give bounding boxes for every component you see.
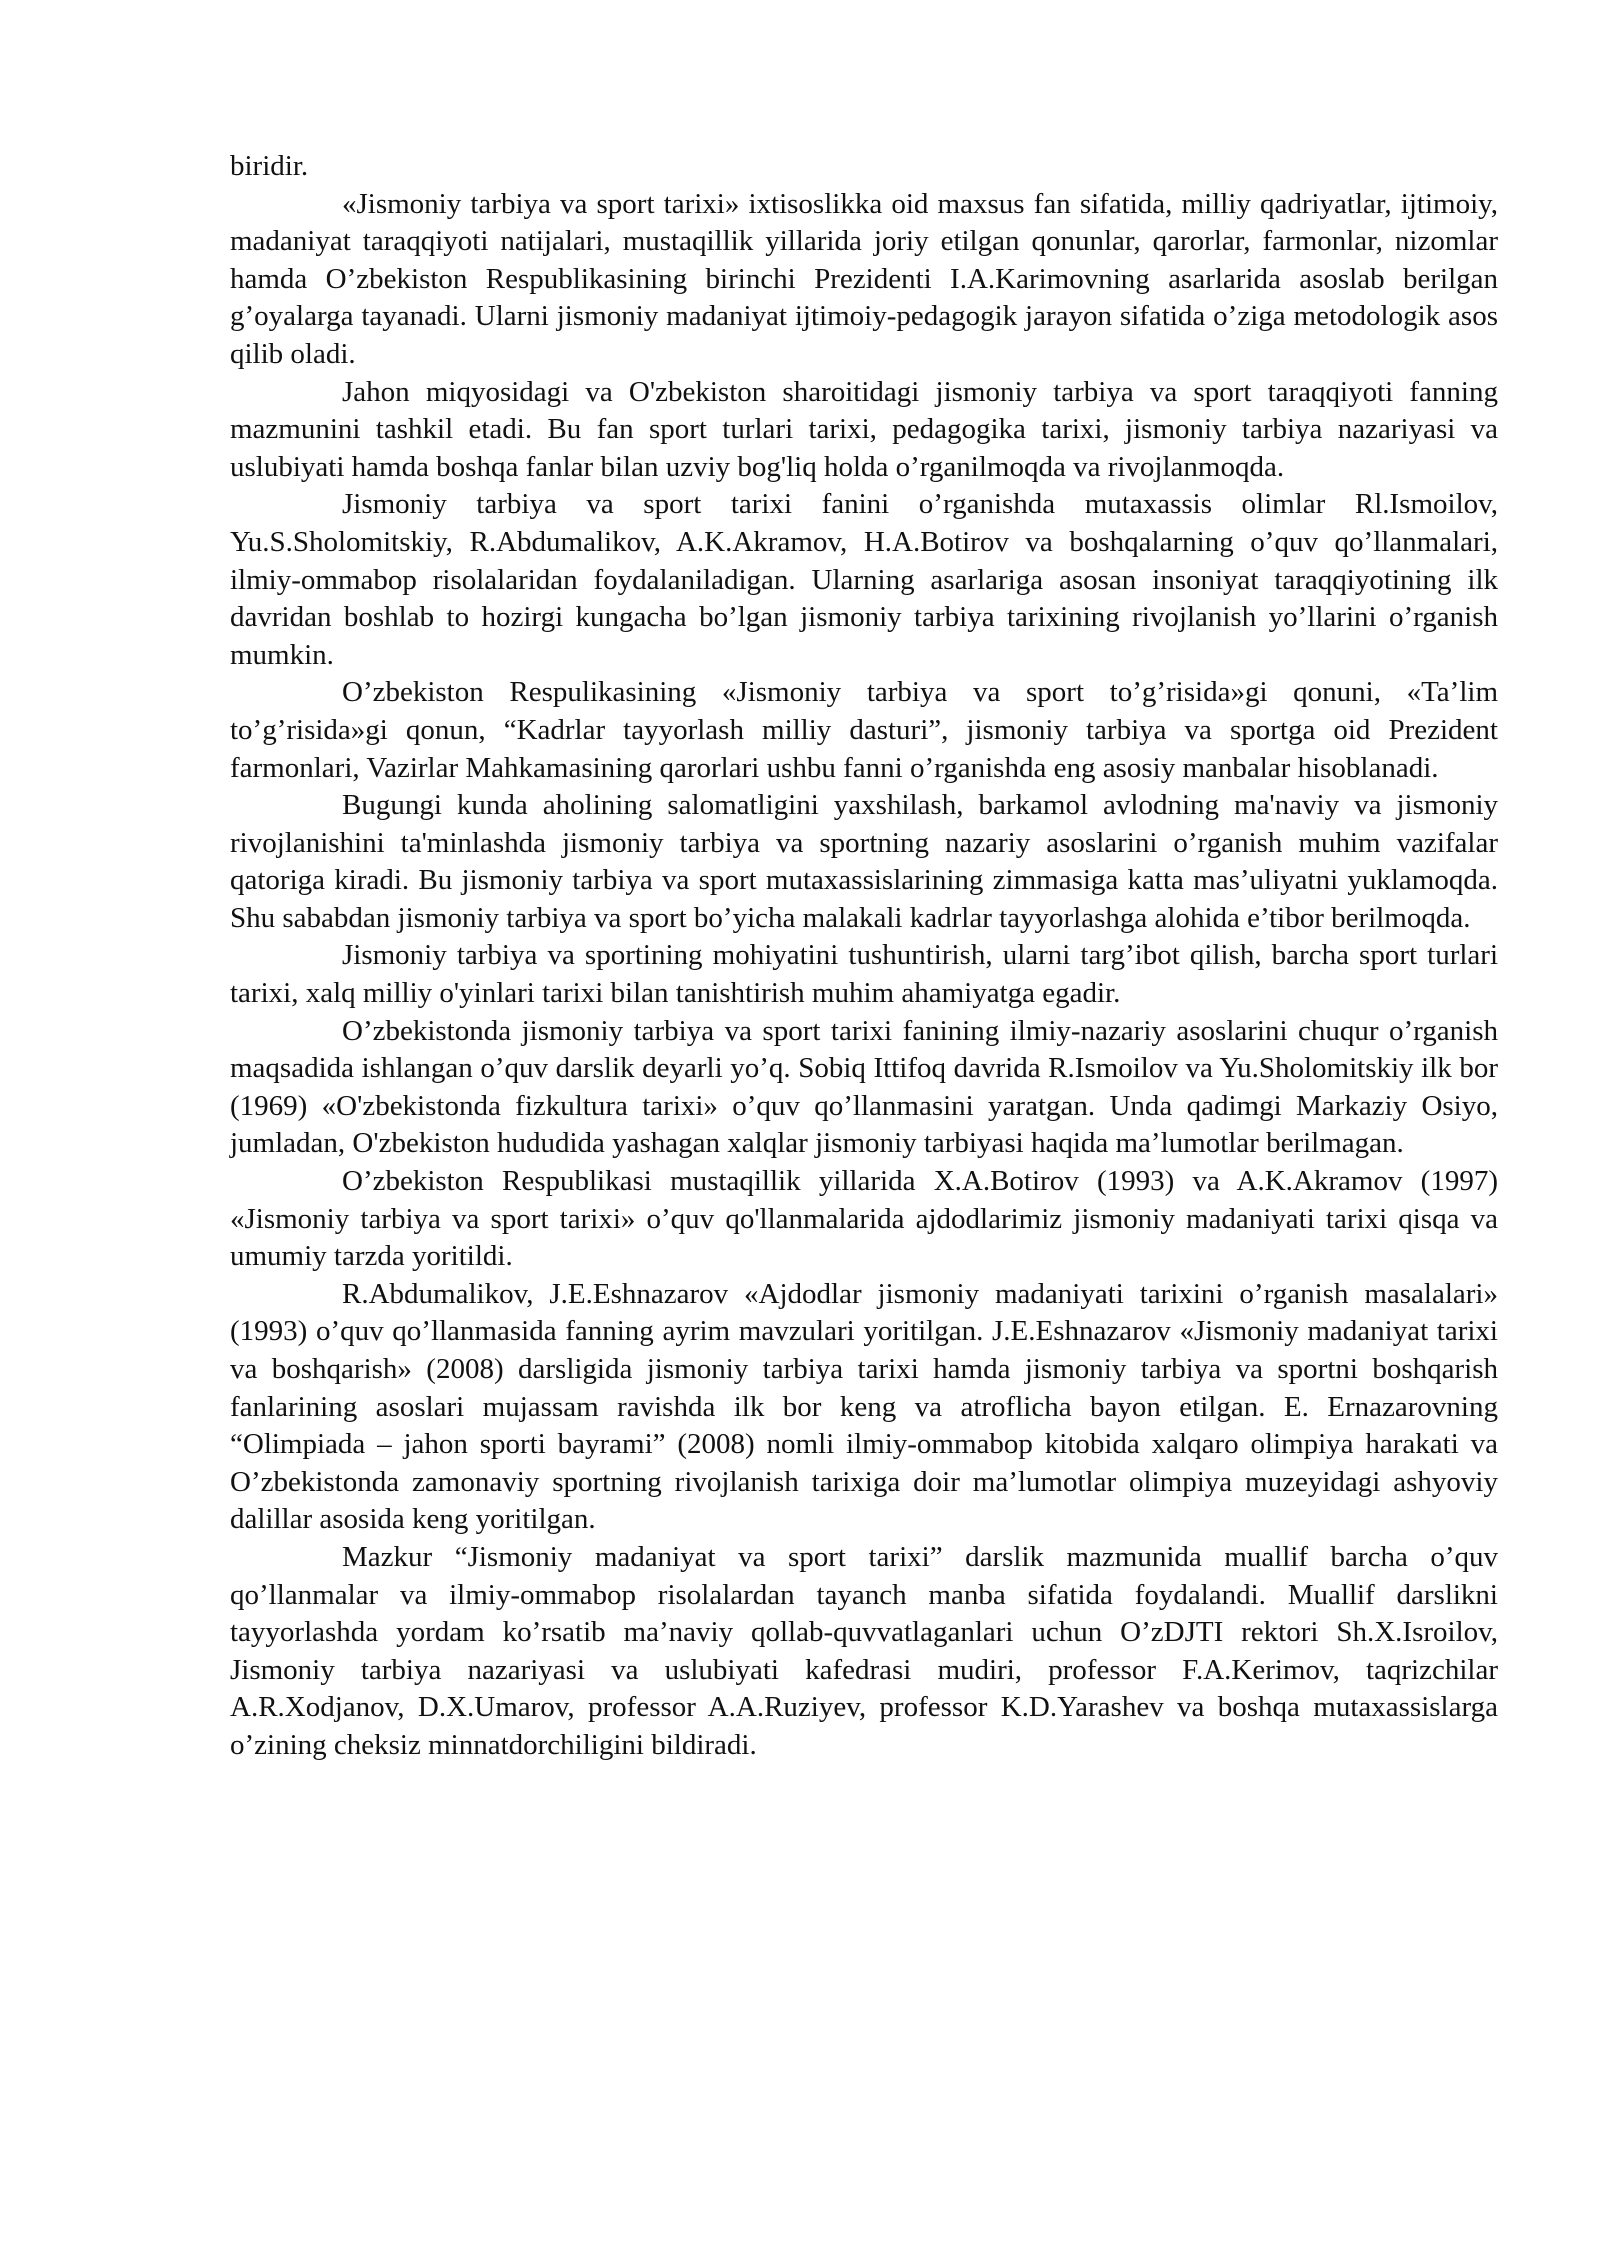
- paragraph: Jahon miqyosidagi va O'zbekiston sharoitidagi jismoniy tarbiya va sport taraqqiyoti fanning mazmunini tashkil etadi. Bu fan sport turlari tarixi, pedagogika tarixi, jismoniy tarbiya nazariyasi va uslubiyati hamda boshqa fanlar bilan uzviy bog'liq holda o’rganilmoqda va rivojlanmoqda.: [230, 375, 1498, 483]
- paragraph: O’zbekiston Respublikasi mustaqillik yillarida X.A.Botirov (1993) va A.K.Akramov (1997) «Jismoniy tarbiya va sport tarixi» o’quv qo'llanmalarida ajdodlarimiz jismoniy madaniyati tarixi qisqa va umumiy tarzda yoritildi.: [230, 1165, 1498, 1273]
- paragraph-continuation: biridir.: [230, 150, 309, 182]
- paragraph: R.Abdumalikov, J.E.Eshnazarov «Ajdodlar jismoniy madaniyati tarixini o’rganish masalalari» (1993) o’quv qo’llanmasida fanning ayrim mavzulari yoritilgan. J.E.Eshnazarov «Jismoniy madaniyat tarixi va boshqarish» (2008) darsligida jismoniy tarbiya tarixi hamda jismoniy tarbiya va sportni boshqarish fanlarining asoslari mujassam ravishda ilk bor keng va atroflicha bayon etilgan. E. Ernazarovning “Olimpiada – jahon sporti bayrami” (2008) nomli ilmiy-ommabop kitobida xalqaro olimpiya harakati va O’zbekistonda zamonaviy sportning rivojlanish tarixiga doir ma’lumotlar olimpiya muzeyidagi ashyoviy dalillar asosida keng yoritilgan.: [230, 1277, 1498, 1536]
- paragraph: Jismoniy tarbiya va sportining mohiyatini tushuntirish, ularni targ’ibot qilish, barcha sport turlari tarixi, xalq milliy o'yinlari tarixi bilan tanishtirish muhim ahamiyatga egadir.: [230, 939, 1498, 1010]
- paragraph: O’zbekistonda jismoniy tarbiya va sport tarixi fanining ilmiy-nazariy asoslarini chuqur o’rganish maqsadida ishlangan o’quv darslik deyarli yo’q. Sobiq Ittifoq davrida R.Ismoilov va Yu.Sholomitskiy ilk bor (1969) «O'zbekistonda fizkultura tarixi» o’quv qo’llanmasini yaratgan. Unda qadimgi Markaziy Osiyo, jumladan, O'zbekiston hududida yashagan xalqlar jismoniy tarbiyasi haqida ma’lumotlar berilmagan.: [230, 1014, 1498, 1160]
- document-page: [230, 148, 1498, 1765]
- paragraph: «Jismoniy tarbiya va sport tarixi» ixtisoslikka oid maxsus fan sifatida, milliy qadriyatlar, ijtimoiy, madaniyat taraqqiyoti natijalari, mustaqillik yillarida joriy etilgan qonunlar, qarorlar, farmonlar, nizomlar hamda O’zbekiston Respublikasining birinchi Prezidenti I.A.Karimovning asarlarida asoslab berilgan g’oyalarga tayanadi. Ularni jismoniy madaniyat ijtimoiy-pedagogik jarayon sifatida o’ziga metodologik asos qilib oladi.: [230, 187, 1498, 370]
- paragraph: Jismoniy tarbiya va sport tarixi fanini o’rganishda mutaxassis olimlar Rl.Ismoilov, Yu.S.Sholomitskiy, R.Abdumalikov, A.K.Akramov, H.A.Botirov va boshqalarning o’quv qo’llanmalari, ilmiy-ommabop risolalaridan foydalaniladigan. Ularning asarlariga asosan insoniyat taraqqiyotining ilk davridan boshlab to hozirgi kungacha bo’lgan jismoniy tarbiya tarixining rivojlanish yo’llarini o’rganish mumkin.: [230, 488, 1498, 671]
- paragraph: O’zbekiston Respulikasining «Jismoniy tarbiya va sport to’g’risida»gi qonuni, «Ta’lim to’g’risida»gi qonun, “Kadrlar tayyorlash milliy dasturi”, jismoniy tarbiya va sportga oid Prezident farmonlari, Vazirlar Mahkamasining qarorlari ushbu fanni o’rganishda eng asosiy manbalar hisoblanadi.: [230, 676, 1498, 784]
- paragraph: Mazkur “Jismoniy madaniyat va sport tarixi” darslik mazmunida muallif barcha o’quv qo’llanmalar va ilmiy-ommabop risolalardan tayanch manba sifatida foydalandi. Muallif darslikni tayyorlashda yordam ko’rsatib ma’naviy qollab-quvvatlaganlari uchun O’zDJTI rektori Sh.X.Isroilov, Jismoniy tarbiya nazariyasi va uslubiyati kafedrasi mudiri, professor F.A.Kerimov, taqrizchilar A.R.Xodjanov, D.X.Umarov, professor A.A.Ruziyev, professor K.D.Yarashev va boshqa mutaxassislarga o’zining cheksiz minnatdorchiligini bildiradi.: [230, 1540, 1498, 1761]
- paragraph: Bugungi kunda aholining salomatligini yaxshilash, barkamol avlodning ma'naviy va jismoniy rivojlanishini ta'minlashda jismoniy tarbiya va sportning nazariy asoslarini o’rganish muhim vazifalar qatoriga kiradi. Bu jismoniy tarbiya va sport mutaxassislarining zimmasiga katta mas’uliyatni yuklamoqda. Shu sababdan jismoniy tarbiya va sport bo’yicha malakali kadrlar tayyorlashga alohida e’tibor berilmoqda.: [230, 789, 1498, 934]
